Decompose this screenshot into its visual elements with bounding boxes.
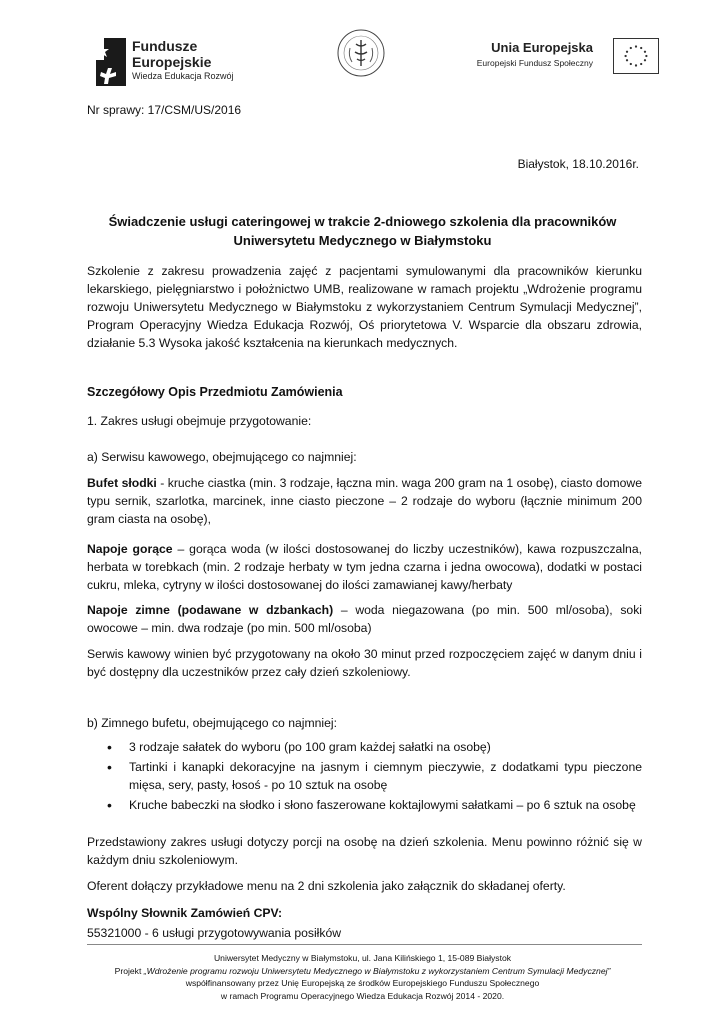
case-number: Nr sprawy: 17/CSM/US/2016 xyxy=(87,103,242,117)
cpv-heading: Wspólny Słownik Zamówień CPV: xyxy=(87,906,283,920)
title-line2: Uniwersytetu Medycznego w Białymstoku xyxy=(233,233,492,248)
hot-drinks-label: Napoje gorące xyxy=(87,542,173,556)
hot-drinks-text: – gorąca woda (w ilości dostosowanej do liczby uczestników), kawa rozpuszczalna, herbata w torebkach (min. 2 rodzaje herbaty w tym jedna czarna i jedna owocowa), dodatki w postaci cukru, mleka, cytryny w ilości dostosowanej do ilości zamawianej kawy/herbaty xyxy=(87,542,642,592)
bufet-label: Bufet słodki xyxy=(87,476,157,490)
fe-logo-line2: Europejskie xyxy=(132,54,212,70)
list-item: • 3 rodzaje sałatek do wyboru (po 100 gram każdej sałatki na osobę) xyxy=(107,738,642,756)
offer-note: Oferent dołączy przykładowe menu na 2 dni szkolenia jako załącznik do składanej oferty. xyxy=(87,879,566,893)
footer-line2-prefix: Projekt xyxy=(114,965,144,976)
eu-flag-icon xyxy=(613,38,659,74)
fundusze-europejskie-mark-icon xyxy=(96,38,126,86)
list-item: • Kruche babeczki na słodko i słono faszerowane koktajlowymi sałatkami – po 6 sztuk na osobę xyxy=(107,796,642,814)
footer-line1: Uniwersytet Medyczny w Białymstoku, ul. Jana Kilińskiego 1, 15-089 Białystok xyxy=(213,953,512,963)
bufet-text: - kruche ciastka (min. 3 rodzaje, łączna min. waga 200 gram na 1 osobę), ciasto domowe typu sernik, szarlotka, marcinek, inne ciasto pieczone – 2 rodzaje do wyboru (łącznie minimum 200 gram ciasta na osobę), xyxy=(87,476,642,526)
footer-line4: w ramach Programu Operacyjnego Wiedza Edukacja Rozwój 2014 - 2020. xyxy=(220,990,505,1001)
serwis-note: Serwis kawowy winien być przygotowany na około 30 minut przed rozpoczęciem zajęć w danym dniu i być dostępny dla uczestników przez cały dzień szkoleniowy. xyxy=(87,647,642,679)
university-seal-icon xyxy=(336,28,386,78)
fundusze-europejskie-logo xyxy=(96,38,234,86)
document-title xyxy=(60,212,665,250)
fe-logo-line1: Fundusze xyxy=(132,38,198,54)
cpv-code: 55321000 - 6 usługi przygotowywania posiłków xyxy=(87,926,342,940)
ue-logo-line2: Europejski Fundusz Społeczny xyxy=(476,58,593,68)
title-line1: Świadczenie usługi cateringowej w trakcie 2-dniowego szkolenia dla pracowników xyxy=(108,214,617,229)
unia-europejska-logo xyxy=(475,40,593,68)
cold-drinks-text: – woda niegazowana (po min. 500 ml/osoba), soki owocowe – min. dwa rodzaje (po min. 500 ml/osoba) xyxy=(87,603,643,635)
page-footer xyxy=(40,952,685,1002)
list-item: • Tartinki i kanapki dekoracyjne na jasnym i ciemnym pieczywie, z dodatkami typu pieczone mięsa, sery, pasty, łosoś - po 10 sztuk na osobę xyxy=(107,758,642,794)
section-heading: Szczegółowy Opis Przedmiotu Zamówienia xyxy=(87,385,343,399)
list-item-a: a) Serwisu kawowego, obejmującego co najmniej: xyxy=(87,450,357,464)
scope-note: Przedstawiony zakres usługi dotyczy porcji na osobę na dzień szkolenia. Menu powinno różnić się w każdym dniu szkoleniowym. xyxy=(87,835,642,867)
hot-drinks-paragraph xyxy=(87,540,642,594)
ue-logo-line1: Unia Europejska xyxy=(491,40,593,55)
footer-project-name: „Wdrożenie programu rozwoju Uniwersytetu Medycznego w Białymstoku z wykorzystaniem Centrum Symulacji Medycznej” xyxy=(143,965,611,976)
list-item-b: b) Zimnego bufetu, obejmującego co najmniej: xyxy=(87,716,337,730)
footer-line2 xyxy=(40,965,685,978)
list-item-1: 1. Zakres usługi obejmuje przygotowanie: xyxy=(87,414,312,428)
fe-logo-line3: Wiedza Edukacja Rozwój xyxy=(132,71,234,81)
footer-line3: współfinansowany przez Unię Europejską ze środków Europejskiego Funduszu Społecznego xyxy=(185,978,540,988)
place-date: Białystok, 18.10.2016r. xyxy=(517,157,639,171)
bufet-bullet-list xyxy=(107,738,642,816)
footer-divider xyxy=(87,944,642,945)
page-header xyxy=(0,0,725,100)
cold-drinks-label: Napoje zimne (podawane w dzbankach) xyxy=(87,603,334,617)
intro-paragraph: Szkolenie z zakresu prowadzenia zajęć z pacjentami symulowanymi dla pracowników kierunku lekarskiego, pielęgniarstwo i położnictwo UMB, realizowane w ramach projektu „Wdrożenie programu rozwoju Uniwersytetu Medycznego w Białymstoku z wykorzystaniem Centrum Symulacji Medycznej”, Program Operacyjny Wiedza Edukacja Rozwój, Oś priorytetowa V. Wsparcie dla obszaru zdrowia, działanie 5.3 Wysoka jakość kształcenia na kierunkach medycznych. xyxy=(87,264,642,350)
cold-drinks-paragraph xyxy=(87,601,642,637)
bufet-paragraph xyxy=(87,474,642,528)
